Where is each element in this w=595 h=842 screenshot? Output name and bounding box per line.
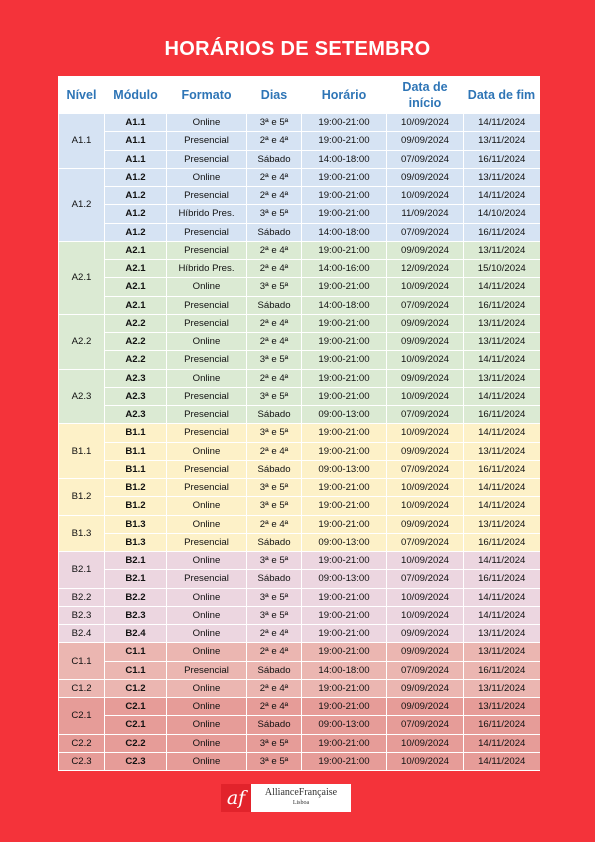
end-date-cell: 15/10/2024 — [464, 260, 540, 278]
table-row — [59, 424, 540, 442]
table-row — [59, 588, 540, 606]
level-cell: C2.1 — [59, 698, 105, 735]
days-cell: 3ª e 5ª — [247, 588, 302, 606]
start-date-cell: 07/09/2024 — [387, 460, 464, 478]
start-date-cell: 07/09/2024 — [387, 716, 464, 734]
start-date-cell: 09/09/2024 — [387, 679, 464, 697]
module-cell: C1.1 — [105, 661, 167, 679]
format-cell: Presencial — [167, 150, 247, 168]
format-cell: Online — [167, 552, 247, 570]
end-date-cell: 14/11/2024 — [464, 734, 540, 752]
module-cell: A2.2 — [105, 333, 167, 351]
end-date-cell: 13/11/2024 — [464, 369, 540, 387]
format-cell: Presencial — [167, 533, 247, 551]
time-cell: 19:00-21:00 — [302, 424, 387, 442]
end-date-cell: 14/11/2024 — [464, 114, 540, 132]
table-row — [59, 460, 540, 478]
table-row — [59, 168, 540, 186]
end-date-cell: 16/11/2024 — [464, 533, 540, 551]
module-cell: C2.1 — [105, 716, 167, 734]
start-date-cell: 07/09/2024 — [387, 296, 464, 314]
days-cell: 3ª e 5ª — [247, 752, 302, 770]
time-cell: 19:00-21:00 — [302, 643, 387, 661]
end-date-cell: 16/11/2024 — [464, 296, 540, 314]
level-cell: A2.2 — [59, 314, 105, 369]
table-row — [59, 625, 540, 643]
table-row — [59, 716, 540, 734]
time-cell: 09:00-13:00 — [302, 716, 387, 734]
module-cell: B2.1 — [105, 570, 167, 588]
module-cell: A1.2 — [105, 205, 167, 223]
table-row — [59, 114, 540, 132]
days-cell: 2ª e 4ª — [247, 679, 302, 697]
table-row — [59, 187, 540, 205]
logo-city: Lisboa — [292, 800, 310, 806]
format-cell: Presencial — [167, 314, 247, 332]
format-cell: Online — [167, 643, 247, 661]
end-date-cell: 14/11/2024 — [464, 588, 540, 606]
module-cell: C2.1 — [105, 698, 167, 716]
format-cell: Presencial — [167, 661, 247, 679]
level-cell: B2.3 — [59, 606, 105, 624]
module-cell: A1.2 — [105, 187, 167, 205]
start-date-cell: 10/09/2024 — [387, 424, 464, 442]
table-row — [59, 278, 540, 296]
time-cell: 19:00-21:00 — [302, 132, 387, 150]
start-date-cell: 07/09/2024 — [387, 150, 464, 168]
table-row — [59, 351, 540, 369]
schedule-body — [59, 114, 540, 771]
format-cell: Presencial — [167, 132, 247, 150]
table-row — [59, 698, 540, 716]
header-nivel: Nível — [59, 76, 105, 114]
start-date-cell: 10/09/2024 — [387, 497, 464, 515]
days-cell: Sábado — [247, 150, 302, 168]
table-row — [59, 314, 540, 332]
level-cell: A1.2 — [59, 168, 105, 241]
time-cell: 19:00-21:00 — [302, 479, 387, 497]
end-date-cell: 16/11/2024 — [464, 661, 540, 679]
format-cell: Online — [167, 515, 247, 533]
end-date-cell: 14/11/2024 — [464, 479, 540, 497]
level-cell: C1.1 — [59, 643, 105, 680]
module-cell: B1.2 — [105, 497, 167, 515]
table-row — [59, 497, 540, 515]
days-cell: 3ª e 5ª — [247, 497, 302, 515]
days-cell: Sábado — [247, 533, 302, 551]
time-cell: 19:00-21:00 — [302, 588, 387, 606]
module-cell: C1.1 — [105, 643, 167, 661]
module-cell: C2.3 — [105, 752, 167, 770]
table-row — [59, 752, 540, 770]
time-cell: 19:00-21:00 — [302, 314, 387, 332]
end-date-cell: 13/11/2024 — [464, 625, 540, 643]
schedule-table — [58, 76, 540, 771]
level-cell: B1.1 — [59, 424, 105, 479]
days-cell: 3ª e 5ª — [247, 205, 302, 223]
days-cell: Sábado — [247, 223, 302, 241]
module-cell: B1.1 — [105, 424, 167, 442]
format-cell: Presencial — [167, 460, 247, 478]
start-date-cell: 12/09/2024 — [387, 260, 464, 278]
format-cell: Online — [167, 278, 247, 296]
end-date-cell: 14/11/2024 — [464, 187, 540, 205]
format-cell: Online — [167, 442, 247, 460]
logo-name: AllianceFrançaise — [264, 787, 338, 798]
table-row — [59, 132, 540, 150]
days-cell: 2ª e 4ª — [247, 187, 302, 205]
days-cell: 2ª e 4ª — [247, 698, 302, 716]
module-cell: B1.1 — [105, 442, 167, 460]
days-cell: 3ª e 5ª — [247, 351, 302, 369]
table-row — [59, 679, 540, 697]
days-cell: 2ª e 4ª — [247, 643, 302, 661]
start-date-cell: 09/09/2024 — [387, 132, 464, 150]
format-cell: Presencial — [167, 187, 247, 205]
af-logo-icon: af — [221, 784, 251, 812]
time-cell: 19:00-21:00 — [302, 333, 387, 351]
module-cell: A1.1 — [105, 114, 167, 132]
module-cell: A1.2 — [105, 168, 167, 186]
start-date-cell: 10/09/2024 — [387, 588, 464, 606]
module-cell: A2.3 — [105, 369, 167, 387]
module-cell: B2.2 — [105, 588, 167, 606]
time-cell: 09:00-13:00 — [302, 460, 387, 478]
table-row — [59, 533, 540, 551]
end-date-cell: 13/11/2024 — [464, 168, 540, 186]
time-cell: 14:00-18:00 — [302, 661, 387, 679]
days-cell: 3ª e 5ª — [247, 734, 302, 752]
format-cell: Online — [167, 497, 247, 515]
start-date-cell: 09/09/2024 — [387, 241, 464, 259]
table-row — [59, 296, 540, 314]
format-cell: Presencial — [167, 223, 247, 241]
start-date-cell: 09/09/2024 — [387, 314, 464, 332]
module-cell: A2.1 — [105, 260, 167, 278]
end-date-cell: 14/11/2024 — [464, 497, 540, 515]
module-cell: C1.2 — [105, 679, 167, 697]
format-cell: Online — [167, 606, 247, 624]
time-cell: 19:00-21:00 — [302, 625, 387, 643]
start-date-cell: 07/09/2024 — [387, 661, 464, 679]
table-row — [59, 479, 540, 497]
time-cell: 19:00-21:00 — [302, 369, 387, 387]
format-cell: Presencial — [167, 296, 247, 314]
module-cell: B1.1 — [105, 460, 167, 478]
format-cell: Híbrido Pres. — [167, 260, 247, 278]
days-cell: Sábado — [247, 661, 302, 679]
end-date-cell: 13/11/2024 — [464, 333, 540, 351]
table-row — [59, 552, 540, 570]
module-cell: A2.1 — [105, 241, 167, 259]
format-cell: Presencial — [167, 387, 247, 405]
start-date-cell: 09/09/2024 — [387, 333, 464, 351]
end-date-cell: 13/11/2024 — [464, 515, 540, 533]
level-cell: A2.1 — [59, 241, 105, 314]
end-date-cell: 14/10/2024 — [464, 205, 540, 223]
logo-wordmark — [251, 787, 351, 809]
format-cell: Online — [167, 698, 247, 716]
end-date-cell: 13/11/2024 — [464, 698, 540, 716]
time-cell: 14:00-18:00 — [302, 150, 387, 168]
end-date-cell: 14/11/2024 — [464, 752, 540, 770]
end-date-cell: 16/11/2024 — [464, 716, 540, 734]
time-cell: 19:00-21:00 — [302, 698, 387, 716]
time-cell: 19:00-21:00 — [302, 515, 387, 533]
module-cell: A2.2 — [105, 351, 167, 369]
time-cell: 09:00-13:00 — [302, 570, 387, 588]
header-dias: Dias — [247, 76, 302, 114]
days-cell: 3ª e 5ª — [247, 606, 302, 624]
table-header-row — [59, 76, 540, 114]
start-date-cell: 09/09/2024 — [387, 515, 464, 533]
header-formato: Formato — [167, 76, 247, 114]
start-date-cell: 10/09/2024 — [387, 114, 464, 132]
days-cell: 2ª e 4ª — [247, 132, 302, 150]
level-cell: C2.3 — [59, 752, 105, 770]
format-cell: Online — [167, 716, 247, 734]
header-horario: Horário — [302, 76, 387, 114]
format-cell: Online — [167, 369, 247, 387]
days-cell: Sábado — [247, 570, 302, 588]
module-cell: B2.1 — [105, 552, 167, 570]
time-cell: 19:00-21:00 — [302, 168, 387, 186]
format-cell: Online — [167, 333, 247, 351]
days-cell: 2ª e 4ª — [247, 314, 302, 332]
time-cell: 19:00-21:00 — [302, 752, 387, 770]
module-cell: A1.1 — [105, 150, 167, 168]
level-cell: A1.1 — [59, 114, 105, 168]
end-date-cell: 16/11/2024 — [464, 460, 540, 478]
time-cell: 19:00-21:00 — [302, 351, 387, 369]
days-cell: 3ª e 5ª — [247, 278, 302, 296]
module-cell: A2.1 — [105, 278, 167, 296]
alliance-francaise-logo — [221, 784, 351, 812]
end-date-cell: 13/11/2024 — [464, 241, 540, 259]
header-modulo: Módulo — [105, 76, 167, 114]
level-cell: B2.2 — [59, 588, 105, 606]
level-cell: B1.2 — [59, 479, 105, 516]
start-date-cell: 10/09/2024 — [387, 278, 464, 296]
end-date-cell: 14/11/2024 — [464, 387, 540, 405]
start-date-cell: 10/09/2024 — [387, 752, 464, 770]
end-date-cell: 13/11/2024 — [464, 314, 540, 332]
format-cell: Presencial — [167, 241, 247, 259]
end-date-cell: 16/11/2024 — [464, 223, 540, 241]
schedule-sheet — [58, 76, 539, 771]
time-cell: 19:00-21:00 — [302, 278, 387, 296]
table-row — [59, 734, 540, 752]
module-cell: B1.3 — [105, 533, 167, 551]
start-date-cell: 10/09/2024 — [387, 351, 464, 369]
time-cell: 19:00-21:00 — [302, 606, 387, 624]
start-date-cell: 10/09/2024 — [387, 606, 464, 624]
start-date-cell: 07/09/2024 — [387, 406, 464, 424]
start-date-cell: 09/09/2024 — [387, 625, 464, 643]
time-cell: 19:00-21:00 — [302, 734, 387, 752]
end-date-cell: 16/11/2024 — [464, 570, 540, 588]
table-row — [59, 515, 540, 533]
time-cell: 19:00-21:00 — [302, 679, 387, 697]
start-date-cell: 09/09/2024 — [387, 442, 464, 460]
format-cell: Online — [167, 679, 247, 697]
days-cell: Sábado — [247, 296, 302, 314]
table-row — [59, 369, 540, 387]
days-cell: 2ª e 4ª — [247, 241, 302, 259]
table-row — [59, 150, 540, 168]
start-date-cell: 07/09/2024 — [387, 533, 464, 551]
format-cell: Híbrido Pres. — [167, 205, 247, 223]
start-date-cell: 09/09/2024 — [387, 698, 464, 716]
days-cell: Sábado — [247, 716, 302, 734]
format-cell: Presencial — [167, 406, 247, 424]
table-row — [59, 223, 540, 241]
time-cell: 19:00-21:00 — [302, 241, 387, 259]
format-cell: Presencial — [167, 479, 247, 497]
end-date-cell: 13/11/2024 — [464, 442, 540, 460]
start-date-cell: 11/09/2024 — [387, 205, 464, 223]
module-cell: B1.3 — [105, 515, 167, 533]
format-cell: Presencial — [167, 570, 247, 588]
days-cell: 3ª e 5ª — [247, 479, 302, 497]
level-cell: A2.3 — [59, 369, 105, 424]
days-cell: 2ª e 4ª — [247, 625, 302, 643]
time-cell: 14:00-16:00 — [302, 260, 387, 278]
module-cell: B1.2 — [105, 479, 167, 497]
table-row — [59, 570, 540, 588]
table-row — [59, 333, 540, 351]
start-date-cell: 10/09/2024 — [387, 187, 464, 205]
start-date-cell: 07/09/2024 — [387, 223, 464, 241]
end-date-cell: 14/11/2024 — [464, 606, 540, 624]
end-date-cell: 14/11/2024 — [464, 552, 540, 570]
start-date-cell: 09/09/2024 — [387, 369, 464, 387]
module-cell: A2.3 — [105, 406, 167, 424]
format-cell: Online — [167, 588, 247, 606]
level-cell: C1.2 — [59, 679, 105, 697]
table-row — [59, 241, 540, 259]
time-cell: 14:00-18:00 — [302, 223, 387, 241]
days-cell: Sábado — [247, 406, 302, 424]
days-cell: 3ª e 5ª — [247, 114, 302, 132]
module-cell: A2.1 — [105, 296, 167, 314]
time-cell: 09:00-13:00 — [302, 406, 387, 424]
time-cell: 19:00-21:00 — [302, 442, 387, 460]
page-title: HORÁRIOS DE SETEMBRO — [164, 38, 431, 60]
days-cell: 2ª e 4ª — [247, 260, 302, 278]
module-cell: B2.4 — [105, 625, 167, 643]
start-date-cell: 10/09/2024 — [387, 479, 464, 497]
end-date-cell: 14/11/2024 — [464, 424, 540, 442]
start-date-cell: 09/09/2024 — [387, 643, 464, 661]
table-row — [59, 406, 540, 424]
time-cell: 19:00-21:00 — [302, 114, 387, 132]
module-cell: A1.1 — [105, 132, 167, 150]
end-date-cell: 16/11/2024 — [464, 150, 540, 168]
table-row — [59, 387, 540, 405]
table-row — [59, 606, 540, 624]
format-cell: Online — [167, 625, 247, 643]
days-cell: 3ª e 5ª — [247, 424, 302, 442]
start-date-cell: 10/09/2024 — [387, 734, 464, 752]
days-cell: 2ª e 4ª — [247, 515, 302, 533]
start-date-cell: 10/09/2024 — [387, 387, 464, 405]
end-date-cell: 13/11/2024 — [464, 643, 540, 661]
format-cell: Online — [167, 168, 247, 186]
header-data-inicio: Data de início — [387, 76, 464, 114]
days-cell: 2ª e 4ª — [247, 369, 302, 387]
days-cell: 2ª e 4ª — [247, 333, 302, 351]
table-row — [59, 661, 540, 679]
time-cell: 09:00-13:00 — [302, 533, 387, 551]
table-row — [59, 260, 540, 278]
format-cell: Presencial — [167, 424, 247, 442]
start-date-cell: 07/09/2024 — [387, 570, 464, 588]
module-cell: A1.2 — [105, 223, 167, 241]
format-cell: Online — [167, 734, 247, 752]
time-cell: 19:00-21:00 — [302, 205, 387, 223]
end-date-cell: 13/11/2024 — [464, 679, 540, 697]
end-date-cell: 16/11/2024 — [464, 406, 540, 424]
level-cell: B2.1 — [59, 552, 105, 589]
format-cell: Online — [167, 752, 247, 770]
module-cell: A2.2 — [105, 314, 167, 332]
days-cell: 2ª e 4ª — [247, 442, 302, 460]
time-cell: 14:00-18:00 — [302, 296, 387, 314]
days-cell: Sábado — [247, 460, 302, 478]
format-cell: Online — [167, 114, 247, 132]
table-row — [59, 205, 540, 223]
module-cell: C2.2 — [105, 734, 167, 752]
time-cell: 19:00-21:00 — [302, 497, 387, 515]
table-row — [59, 442, 540, 460]
level-cell: B1.3 — [59, 515, 105, 552]
level-cell: B2.4 — [59, 625, 105, 643]
end-date-cell: 13/11/2024 — [464, 132, 540, 150]
time-cell: 19:00-21:00 — [302, 187, 387, 205]
start-date-cell: 09/09/2024 — [387, 168, 464, 186]
module-cell: A2.3 — [105, 387, 167, 405]
header-data-fim: Data de fim — [464, 76, 540, 114]
days-cell: 3ª e 5ª — [247, 387, 302, 405]
end-date-cell: 14/11/2024 — [464, 351, 540, 369]
level-cell: C2.2 — [59, 734, 105, 752]
end-date-cell: 14/11/2024 — [464, 278, 540, 296]
start-date-cell: 10/09/2024 — [387, 552, 464, 570]
days-cell: 3ª e 5ª — [247, 552, 302, 570]
days-cell: 2ª e 4ª — [247, 168, 302, 186]
format-cell: Presencial — [167, 351, 247, 369]
time-cell: 19:00-21:00 — [302, 387, 387, 405]
time-cell: 19:00-21:00 — [302, 552, 387, 570]
module-cell: B2.3 — [105, 606, 167, 624]
table-row — [59, 643, 540, 661]
